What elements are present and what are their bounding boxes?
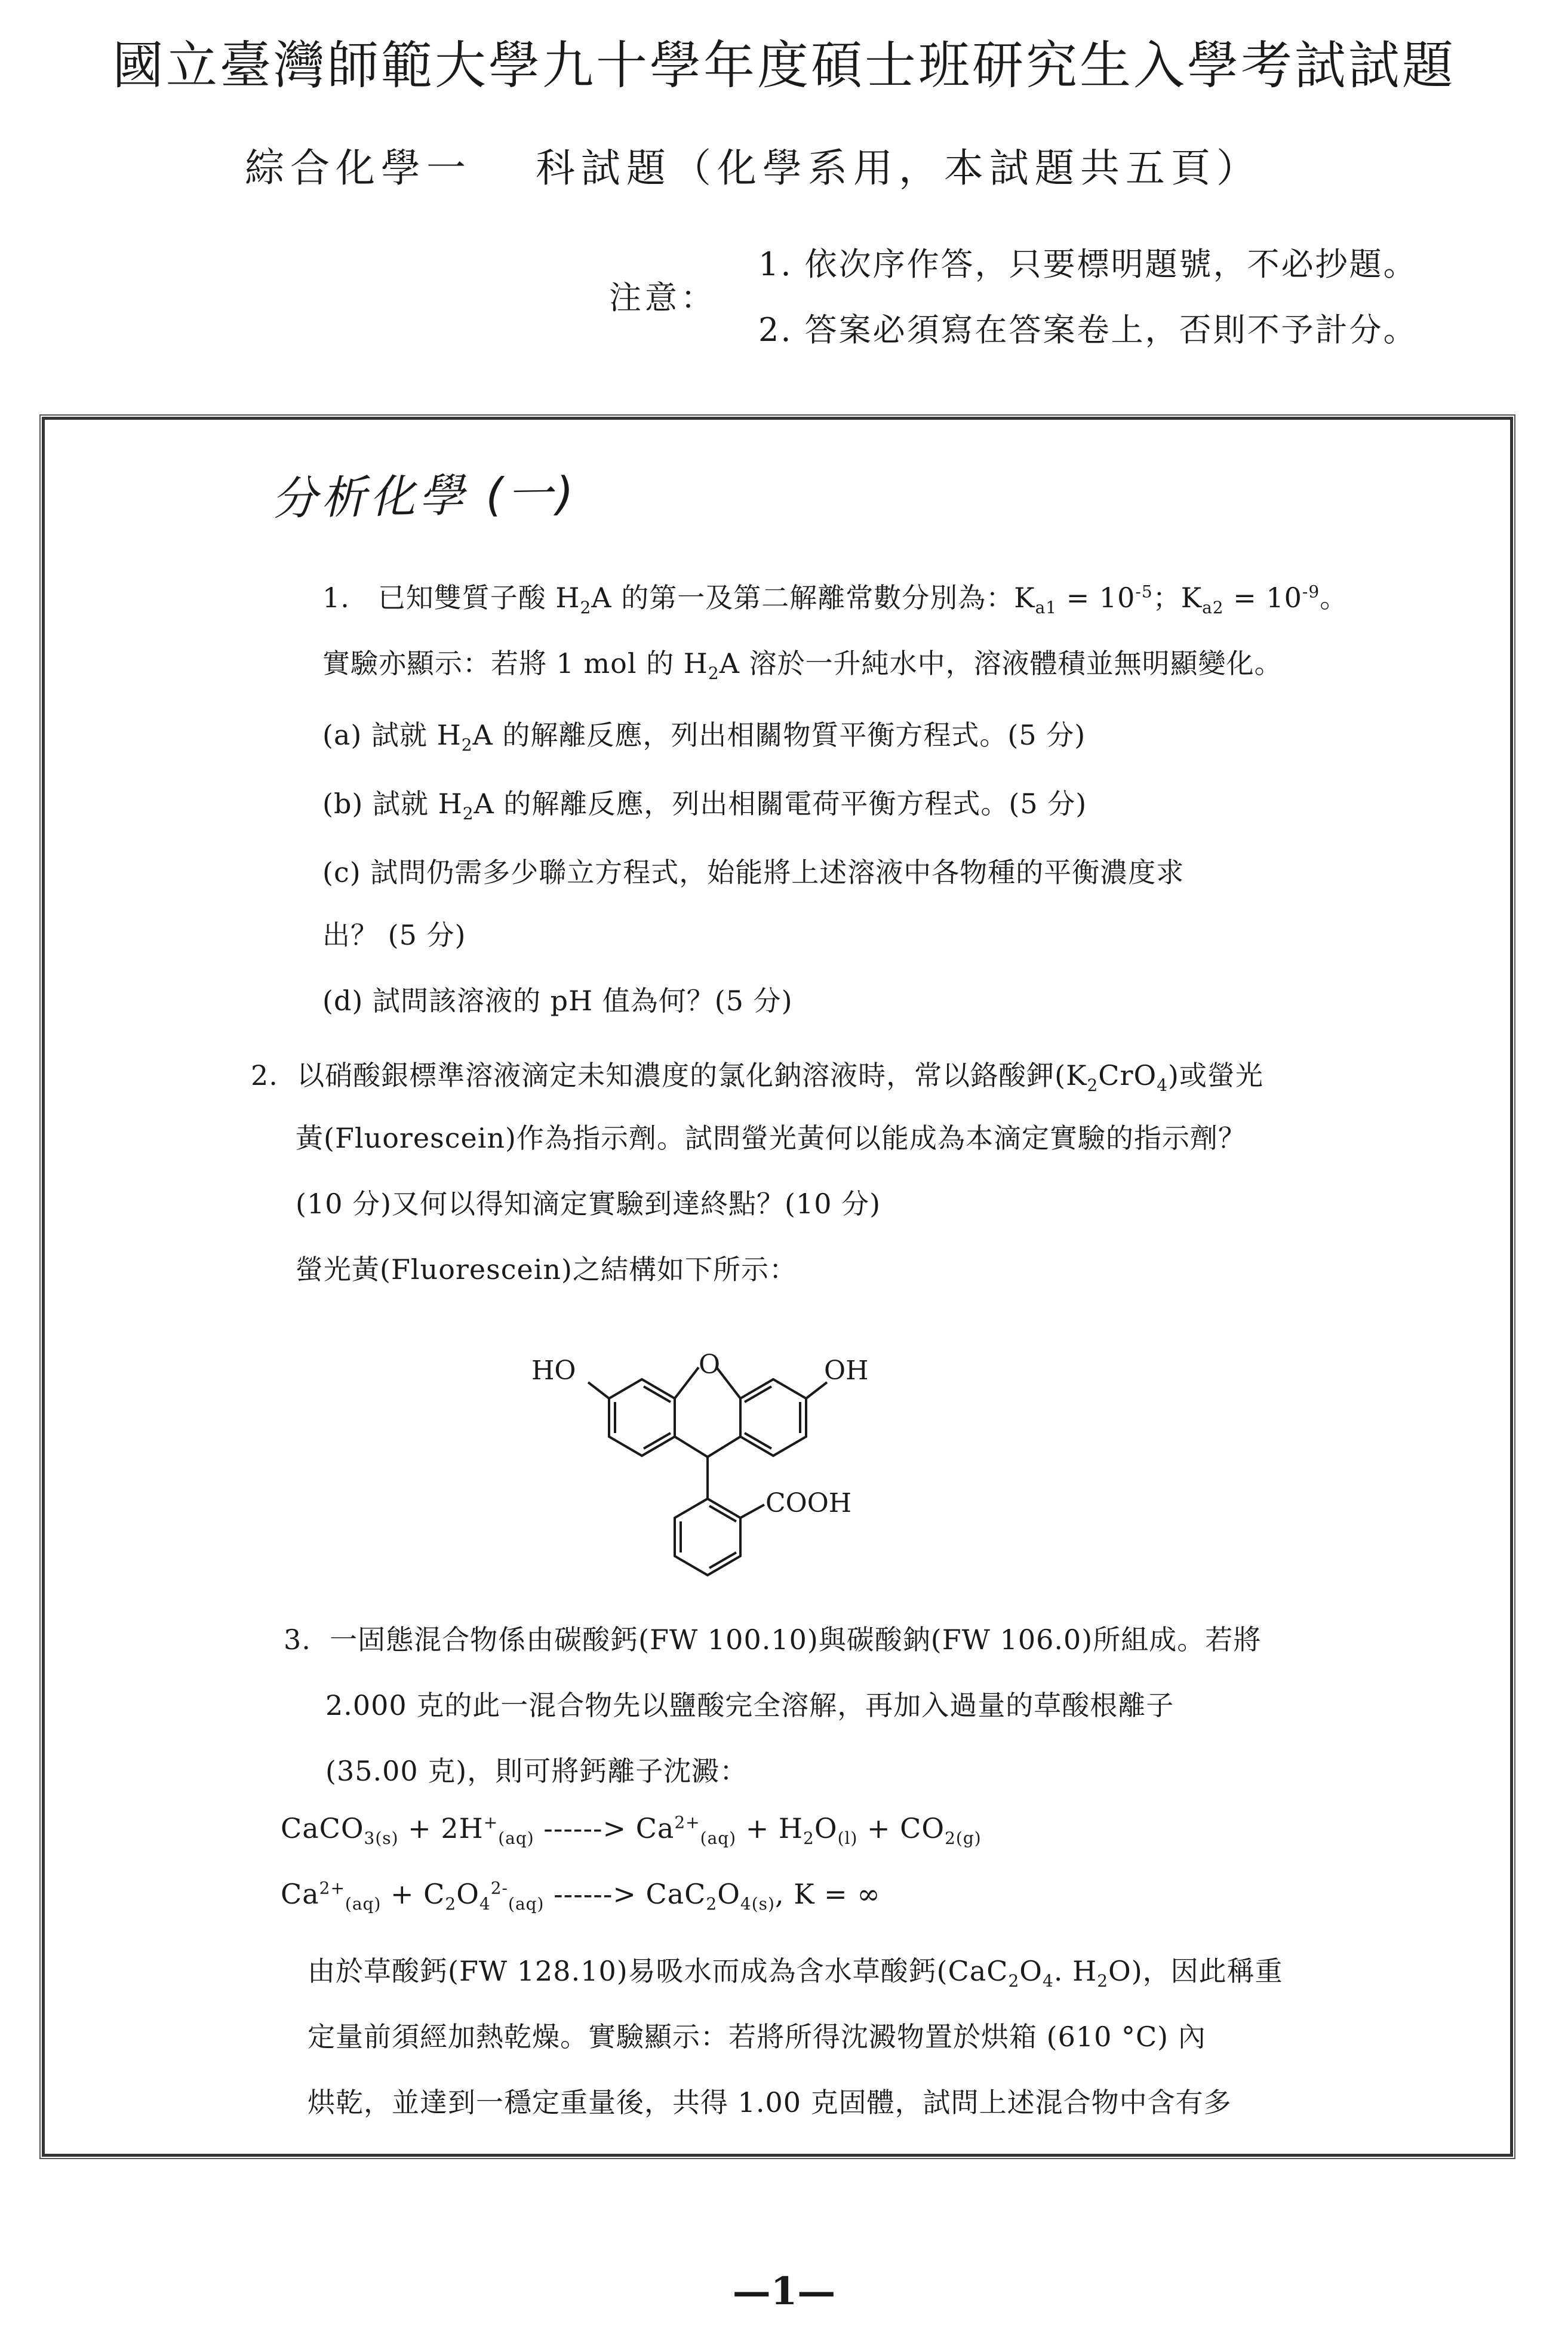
q1-part-b: (b) 試就 $H_2A$ 的解離反應，列出相關電荷平衡方程式。(5 分) bbox=[322, 788, 1087, 824]
q2-line-2: 黃(Fluorescein)作為指示劑。試問螢光黃何以能成為本滴定實驗的指示劑？ bbox=[296, 1122, 1246, 1154]
exam-title: 國立臺灣師範大學九十學年度碩士班研究生入學考試試題 bbox=[112, 36, 1456, 96]
q2-line-4: 螢光黃(Fluorescein)之結構如下所示： bbox=[296, 1253, 797, 1286]
q3-number: 3. bbox=[284, 1624, 311, 1656]
structure-label-o: O bbox=[699, 1349, 721, 1380]
q1-line-2: 實驗亦顯示：若將 1 mol 的 $H_2A$ 溶於一升純水中，溶液體積並無明顯變化。 bbox=[322, 647, 1283, 684]
page-number: —1— bbox=[732, 2269, 836, 2314]
q3-line-6: 烘乾，並達到一穩定重量後，共得 1.00 克固體，試問上述混合物中含有多 bbox=[308, 2086, 1232, 2119]
q3-equation-1: CaCO$_{3(s)}$ + $2H^+_{(aq)}$ ------> $Ca^{2+}_{(aq)} + H_2O_{(l)} + CO_{2(g)}$ bbox=[281, 1812, 982, 1849]
q3-line-2: 2.000 克的此一混合物先以鹽酸完全溶解，再加入過量的草酸根離子 bbox=[325, 1689, 1175, 1721]
formula-h2a: $H_2A$ bbox=[555, 582, 612, 618]
q1-part-d: (d) 試問該溶液的 pH 值為何？(5 分) bbox=[322, 985, 793, 1017]
exam-subtitle: 綜合化學一 科試題（化學系用，本試題共五頁） bbox=[245, 145, 1262, 191]
q2-line-1: 2. 以硝酸銀標準溶液滴定未知濃度的氯化鈉溶液時，常以鉻酸鉀$(K_2CrO_4)$或螢光 bbox=[251, 1059, 1263, 1096]
q3-line-1: 3. 一固態混合物係由碳酸鈣(FW 100.10)與碳酸鈉(FW 106.0)所組成。若將 bbox=[284, 1624, 1262, 1656]
q1-line-1: 1. 已知雙質子酸 $H_2A$ 的第一及第二解離常數分別為：$K_{a1} = 10^{-5}$；$K_{a2} = 10^{-9}$。 bbox=[322, 582, 1348, 618]
q3-equation-2: $Ca^{2+}_{(aq)} + C_2O_4^{2-}_{(aq)}$ ------> $CaC_2O_{4(s)}$, K = ∞ bbox=[281, 1878, 881, 1914]
q2-line-3: (10 分)又何以得知滴定實驗到達終點？(10 分) bbox=[296, 1188, 881, 1220]
q2-number: 2. bbox=[251, 1059, 278, 1092]
section-heading: 分析化學 (一) bbox=[271, 466, 578, 525]
q3-line-5: 定量前須經加熱乾燥。實驗顯示：若將所得沈澱物置於烘箱 (610 °C) 內 bbox=[308, 2021, 1206, 2053]
structure-label-ho: HO bbox=[531, 1355, 576, 1386]
q1-part-c-2: 出？ (5 分) bbox=[322, 919, 466, 951]
q1-part-a: (a) 試就 $H_2A$ 的解離反應，列出相關物質平衡方程式。(5 分) bbox=[322, 719, 1086, 755]
q3-line-3: (35.00 克)，則可將鈣離子沈澱： bbox=[325, 1755, 748, 1787]
q1-part-c-1: (c) 試問仍需多少聯立方程式，始能將上述溶液中各物種的平衡濃度求 bbox=[322, 856, 1185, 888]
notice-label: 注意： bbox=[609, 279, 717, 316]
q1-number: 1. bbox=[322, 582, 350, 614]
notice-item-2: 2. 答案必須寫在答案卷上，否則不予計分。 bbox=[758, 311, 1418, 349]
notice-item-1: 1. 依次序作答，只要標明題號，不必抄題。 bbox=[758, 245, 1418, 283]
q3-line-4: 由於草酸鈣(FW 128.10)易吸水而成為含水草酸鈣($CaC_2O_4$. $H_2O$)，因此稱重 bbox=[308, 1955, 1283, 1991]
structure-label-cooh: COOH bbox=[765, 1488, 852, 1518]
fluorescein-structure bbox=[525, 1332, 955, 1606]
structure-label-oh: OH bbox=[824, 1355, 869, 1386]
